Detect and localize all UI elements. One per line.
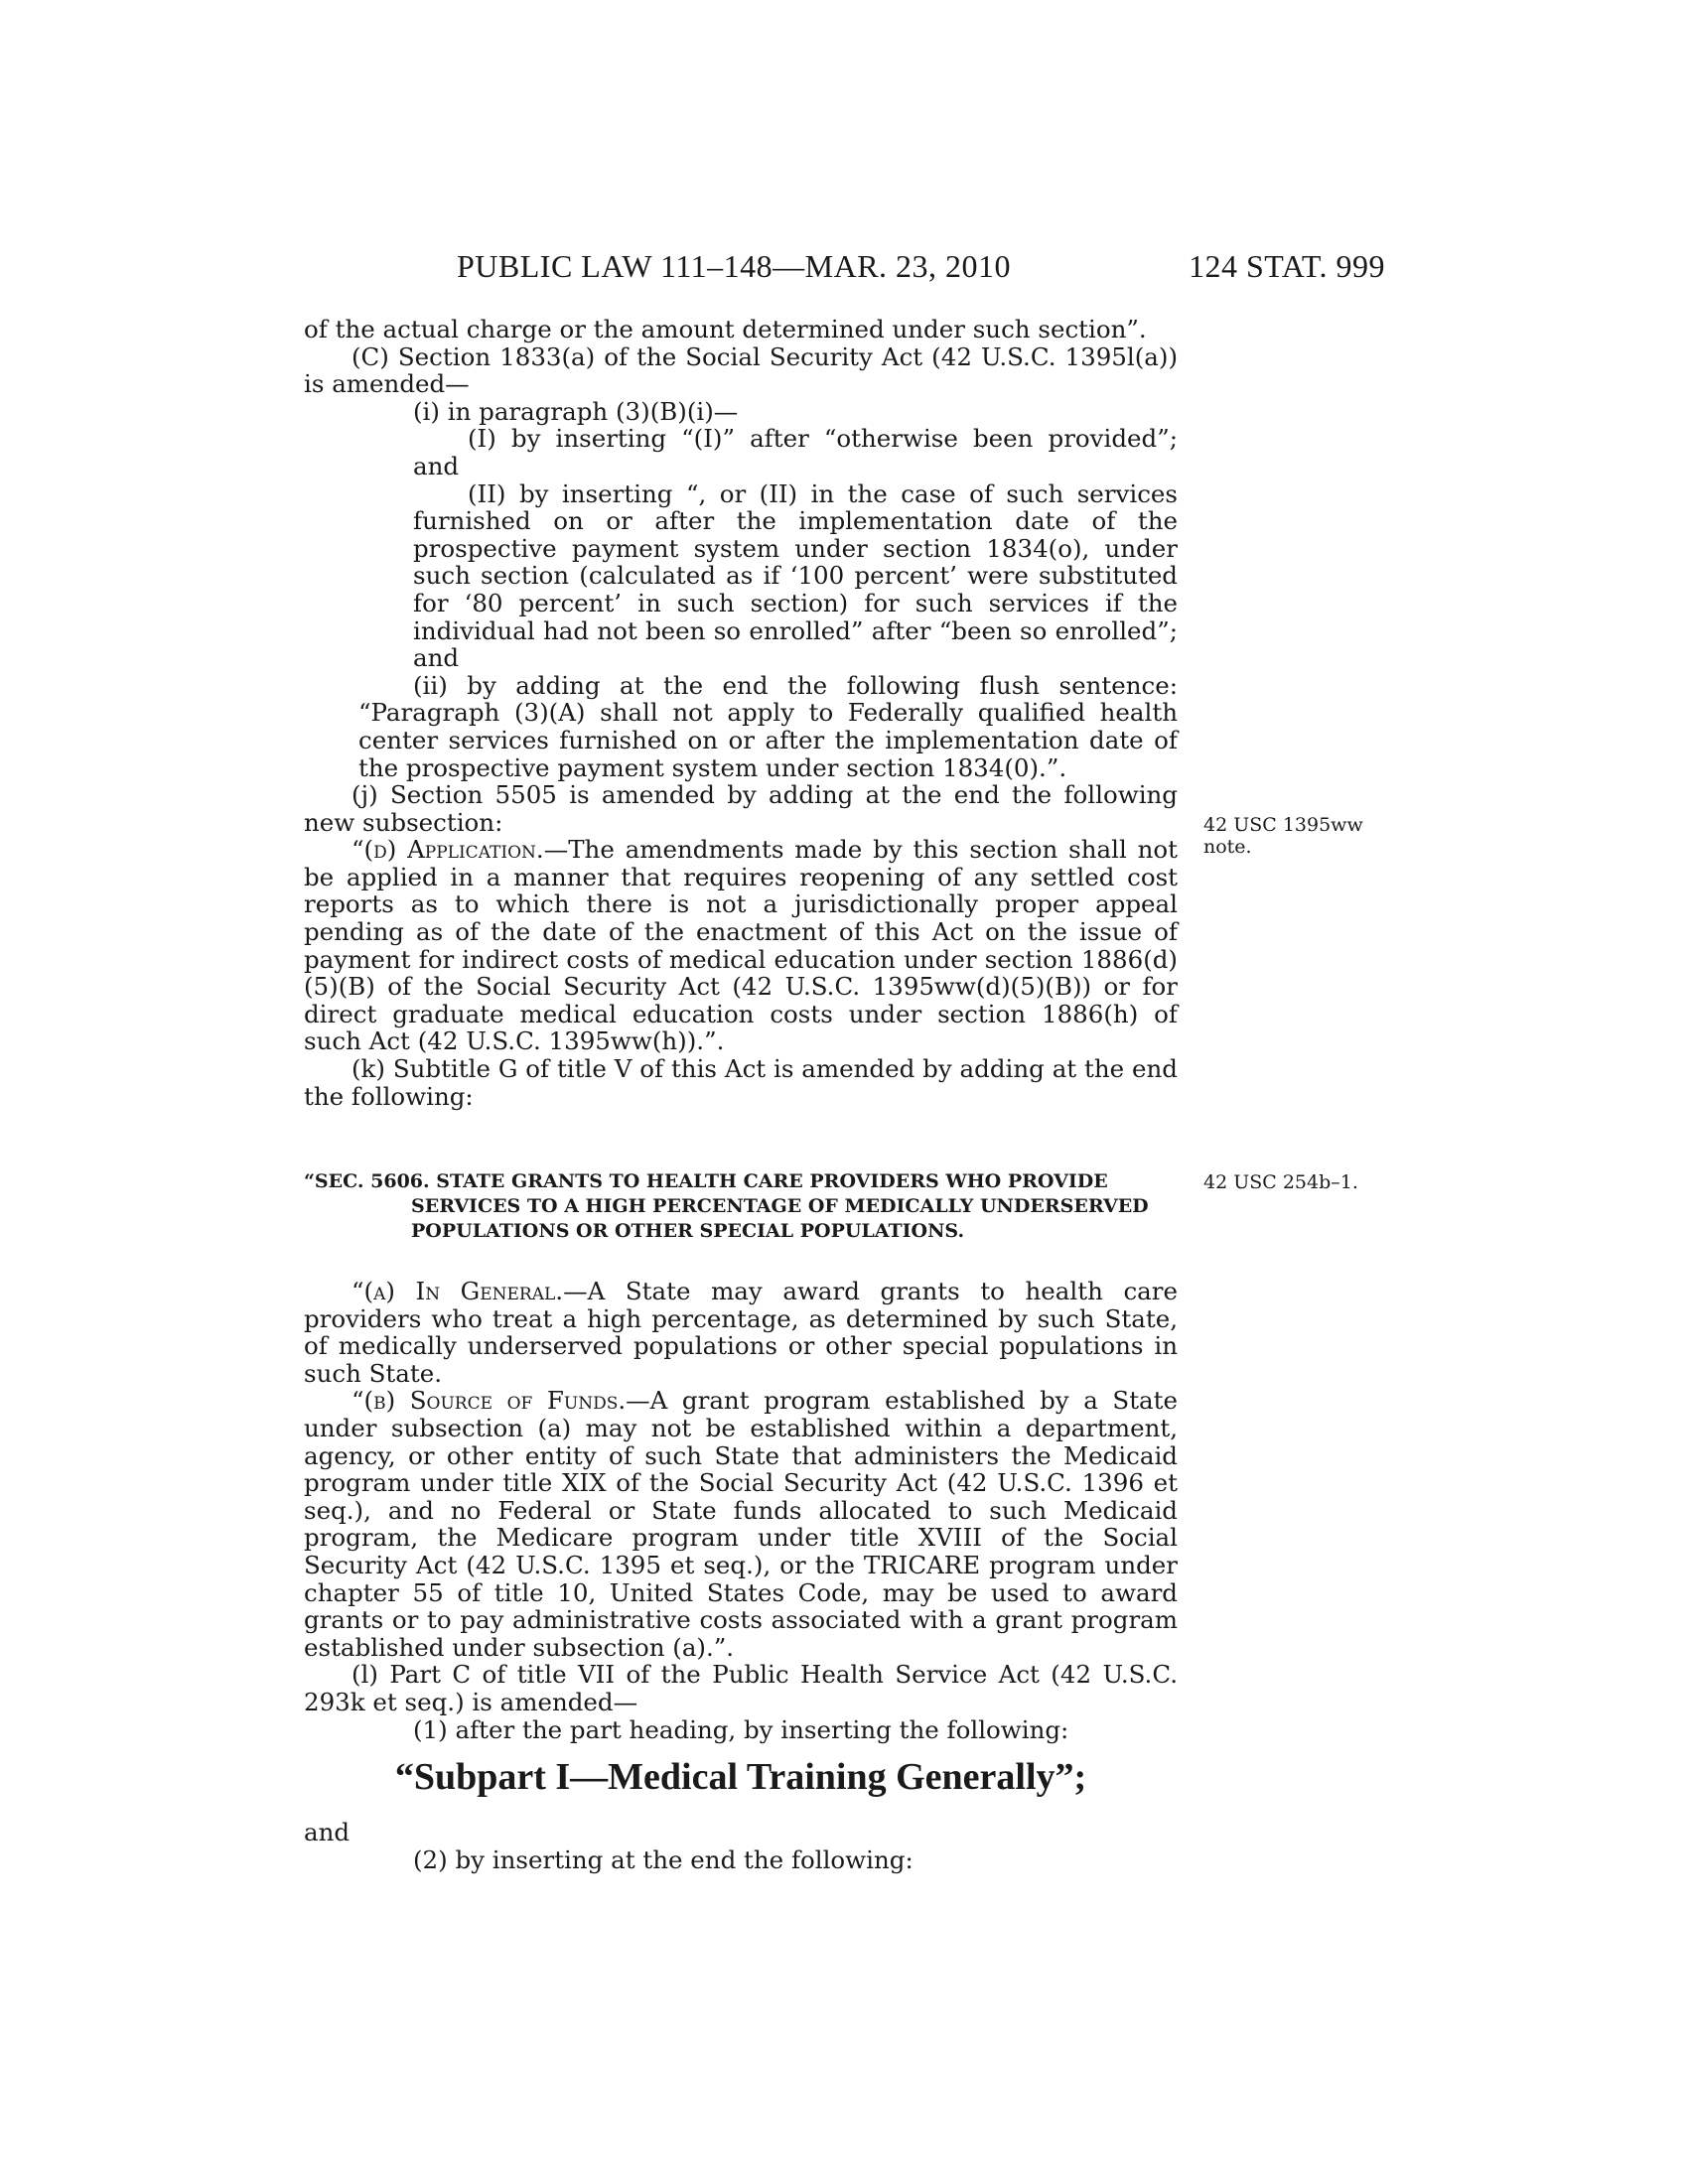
text-block-2 — [304, 1278, 1178, 1743]
page-stat-number: 124 STAT. 999 — [1188, 248, 1385, 284]
paragraph-d-application — [304, 836, 1178, 1055]
in-general-heading: “(a) In General. — [352, 1277, 564, 1305]
source-of-funds-body: —A grant program established by a State under subsection (a) may not be established within a department, agency, or other entity of such State that administers the Medicaid program under title XIX of the Social Security Act (42 U.S.C. 1396 et seq.), and no Federal or State funds allocated to such Medicaid program, the Medicare program under title XVIII of the Social Security Act (42 U.S.C. 1395 et seq.), or the TRICARE program under chapter 55 of title 10, United States Code, may be used to award grants or to pay administrative costs associated with a grant program established under subsection (a).”. — [304, 1386, 1178, 1662]
margin-note-usc-254b: 42 USC 254b–1. — [1203, 1171, 1358, 1193]
subpart-heading: “Subpart I—Medical Training Generally”; — [394, 1756, 1087, 1798]
paragraph-c-i-II: (II) by inserting “, or (II) in the case of such services furnished on or after the implementation date of the prospective payment system under section 1834(o), under such section (calculated as if ‘100 percent’ were substituted for ‘80 percent’ in such section) for such services if the individual had not been so enrolled” after “been so enrolled”; and — [413, 478, 1178, 673]
text-block-3 — [304, 1819, 1178, 1873]
source-of-funds-heading: “(b) Source of Funds. — [352, 1386, 627, 1416]
paragraph-a-in-general — [304, 1278, 1178, 1387]
paragraph-l: (l) Part C of title VII of the Public Health Service Act (42 U.S.C. 293k et seq.) is amended— — [304, 1660, 1178, 1716]
paragraph-j: (j) Section 5505 is amended by adding at the end the following new subsection: — [304, 780, 1178, 837]
paragraph-l-1: (1) after the part heading, by inserting the following: — [413, 1714, 1069, 1744]
text-block-1 — [304, 316, 1178, 1110]
paragraph-l-2: (2) by inserting at the end the following: — [413, 1844, 914, 1874]
paragraph-and: and — [304, 1818, 351, 1846]
application-heading: “(d) Application. — [352, 835, 544, 865]
section-5606-heading: “SEC. 5606. STATE GRANTS TO HEALTH CARE PROVIDERS WHO PROVIDE SERVICES TO A HIGH PERCENTAGE OF MEDICALLY UNDERSERVED POPULATIONS OR OTHER SPECIAL POPULATIONS. — [304, 1170, 1149, 1242]
paragraph-c-i: (i) in paragraph (3)(B)(i)— — [413, 396, 739, 426]
paragraph-b-source-of-funds — [304, 1387, 1178, 1661]
margin-note-usc-1395ww: 42 USC 1395ww note. — [1203, 814, 1363, 858]
paragraph-c: (C) Section 1833(a) of the Social Security Act (42 U.S.C. 1395l(a)) is amended— — [304, 341, 1178, 399]
subpart-heading-block — [304, 1755, 1178, 1799]
paragraph-c-ii: (ii) by adding at the end the following flush sentence: “Paragraph (3)(A) shall not apply to Federally qualified health center services furnished on or after the implementation date of the prospective payment system under section 1834(0).”. — [358, 670, 1178, 782]
paragraph-k: (k) Subtitle G of title V of this Act is amended by adding at the end the following: — [304, 1054, 1178, 1111]
running-header-left: PUBLIC LAW 111–148—MAR. 23, 2010 — [457, 248, 1012, 284]
in-general-body: —A State may award grants to health care providers who treat a high percentage, as determined by such State, of medically underserved populations or other special populations in such State. — [304, 1277, 1178, 1388]
paragraph-continuation: of the actual charge or the amount determined under such section”. — [304, 315, 1147, 343]
section-heading-block — [304, 1169, 1178, 1244]
application-body: —The amendments made by this section shall not be applied in a manner that requires reopening of any settled cost reports as to which there is not a jurisdictionally proper appeal pending as of the date of the enactment of this Act on the issue of payment for indirect costs of medical education under section 1886(d)(5)(B) of the Social Security Act (42 U.S.C. 1395ww(d)(5)(B)) or for direct graduate medical education costs under section 1886(h) of such Act (42 U.S.C. 1395ww(h)).”. — [304, 835, 1178, 1056]
paragraph-c-i-I: (I) by inserting “(I)” after “otherwise been provided”; and — [413, 424, 1178, 480]
